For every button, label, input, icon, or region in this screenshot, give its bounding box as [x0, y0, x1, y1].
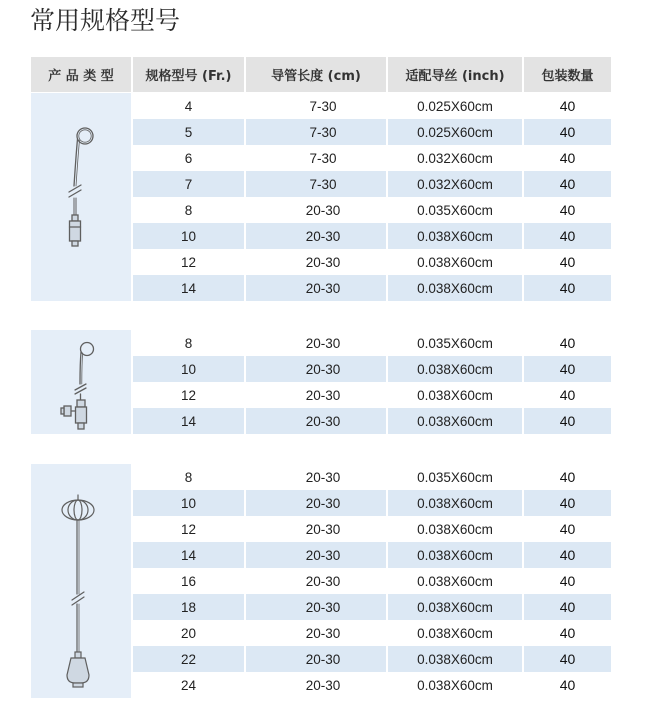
quantity-cell: 40: [559, 625, 576, 641]
quantity-cell: 40: [559, 150, 576, 166]
guidewire-cell: 0.038X60cm: [417, 677, 493, 693]
quantity-cell: 40: [559, 521, 576, 537]
table-row: [0, 223, 647, 249]
guidewire-cell: 0.038X60cm: [388, 275, 522, 301]
quantity-cell: 40: [524, 542, 611, 568]
guidewire-cell: 0.038X60cm: [388, 542, 522, 568]
table-row: [0, 275, 647, 301]
table-row: [0, 382, 647, 408]
quantity-cell: 40: [524, 356, 611, 382]
header-quantity: 包装数量: [524, 57, 611, 92]
quantity-cell: 40: [524, 490, 611, 516]
size-cell: 22: [133, 646, 244, 672]
size-cell: 14: [133, 408, 244, 434]
quantity-cell: 40: [559, 254, 576, 270]
quantity-cell: 40: [559, 677, 576, 693]
header-length: 导管长度 (cm): [246, 57, 386, 92]
table-row: [0, 646, 647, 672]
length-cell: 20-30: [305, 521, 341, 537]
guidewire-cell: 0.025X60cm: [417, 98, 493, 114]
guidewire-cell: 0.035X60cm: [417, 335, 493, 351]
length-cell: 20-30: [305, 254, 341, 270]
table-row: [0, 672, 647, 698]
size-cell: 5: [133, 119, 244, 145]
guidewire-cell: 0.038X60cm: [388, 408, 522, 434]
length-cell: 20-30: [246, 223, 386, 249]
guidewire-cell: 0.038X60cm: [417, 625, 493, 641]
quantity-cell: 40: [559, 202, 576, 218]
guidewire-cell: 0.025X60cm: [388, 119, 522, 145]
quantity-cell: 40: [559, 573, 576, 589]
guidewire-cell: 0.038X60cm: [388, 646, 522, 672]
table-row: [0, 490, 647, 516]
table-row: [0, 197, 647, 223]
guidewire-cell: 0.038X60cm: [417, 573, 493, 589]
length-cell: 20-30: [305, 625, 341, 641]
size-cell: 8: [184, 335, 193, 351]
length-cell: 20-30: [246, 490, 386, 516]
table-row: [0, 330, 647, 356]
guidewire-cell: 0.038X60cm: [417, 254, 493, 270]
length-cell: 20-30: [246, 646, 386, 672]
quantity-cell: 40: [524, 171, 611, 197]
size-cell: 8: [184, 469, 193, 485]
guidewire-cell: 0.038X60cm: [388, 356, 522, 382]
length-cell: 7-30: [246, 119, 386, 145]
table-row: [0, 356, 647, 382]
guidewire-cell: 0.038X60cm: [417, 387, 493, 403]
page-title: 常用规格型号: [30, 6, 181, 35]
table-row: [0, 568, 647, 594]
length-cell: 20-30: [246, 356, 386, 382]
size-cell: 24: [180, 677, 197, 693]
product-group: [0, 93, 647, 301]
quantity-cell: 40: [559, 469, 576, 485]
guidewire-cell: 0.035X60cm: [417, 202, 493, 218]
length-cell: 20-30: [246, 542, 386, 568]
length-cell: 20-30: [246, 275, 386, 301]
size-cell: 10: [133, 356, 244, 382]
size-cell: 12: [180, 254, 197, 270]
size-cell: 7: [133, 171, 244, 197]
table-row: [0, 594, 647, 620]
length-cell: 20-30: [305, 202, 341, 218]
size-cell: 14: [133, 542, 244, 568]
length-cell: 7-30: [246, 171, 386, 197]
guidewire-cell: 0.038X60cm: [388, 490, 522, 516]
size-cell: 16: [180, 573, 197, 589]
length-cell: 20-30: [246, 594, 386, 620]
quantity-cell: 40: [524, 275, 611, 301]
size-cell: 10: [133, 490, 244, 516]
length-cell: 20-30: [246, 408, 386, 434]
table-row: [0, 145, 647, 171]
length-cell: 20-30: [305, 573, 341, 589]
quantity-cell: 40: [524, 408, 611, 434]
guidewire-cell: 0.035X60cm: [417, 469, 493, 485]
quantity-cell: 40: [559, 335, 576, 351]
header-size: 规格型号 (Fr.): [133, 57, 244, 92]
guidewire-cell: 0.038X60cm: [388, 594, 522, 620]
table-row: [0, 464, 647, 490]
length-cell: 20-30: [305, 677, 341, 693]
size-cell: 6: [184, 150, 193, 166]
size-cell: 12: [180, 387, 197, 403]
guidewire-cell: 0.032X60cm: [388, 171, 522, 197]
length-cell: 7-30: [309, 98, 337, 114]
product-group: [0, 464, 647, 698]
guidewire-cell: 0.038X60cm: [388, 223, 522, 249]
table-row: [0, 249, 647, 275]
quantity-cell: 40: [559, 98, 576, 114]
table-row: [0, 119, 647, 145]
size-cell: 4: [184, 98, 193, 114]
size-cell: 10: [133, 223, 244, 249]
length-cell: 20-30: [305, 387, 341, 403]
table-row: [0, 542, 647, 568]
table-row: [0, 516, 647, 542]
quantity-cell: 40: [524, 646, 611, 672]
size-cell: 8: [184, 202, 193, 218]
table-row: [0, 620, 647, 646]
length-cell: 20-30: [305, 469, 341, 485]
product-group: [0, 330, 647, 434]
table-row: [0, 408, 647, 434]
quantity-cell: 40: [524, 223, 611, 249]
guidewire-cell: 0.038X60cm: [417, 521, 493, 537]
size-cell: 14: [133, 275, 244, 301]
table-header: [0, 57, 647, 92]
size-cell: 12: [180, 521, 197, 537]
length-cell: 7-30: [309, 150, 337, 166]
table-row: [0, 171, 647, 197]
header-product-type: 产 品 类 型: [31, 57, 131, 92]
guidewire-cell: 0.032X60cm: [417, 150, 493, 166]
size-cell: 20: [180, 625, 197, 641]
quantity-cell: 40: [559, 387, 576, 403]
quantity-cell: 40: [524, 119, 611, 145]
size-cell: 18: [133, 594, 244, 620]
quantity-cell: 40: [524, 594, 611, 620]
length-cell: 20-30: [305, 335, 341, 351]
table-row: [0, 93, 647, 119]
header-guidewire: 适配导丝 (inch): [388, 57, 522, 92]
